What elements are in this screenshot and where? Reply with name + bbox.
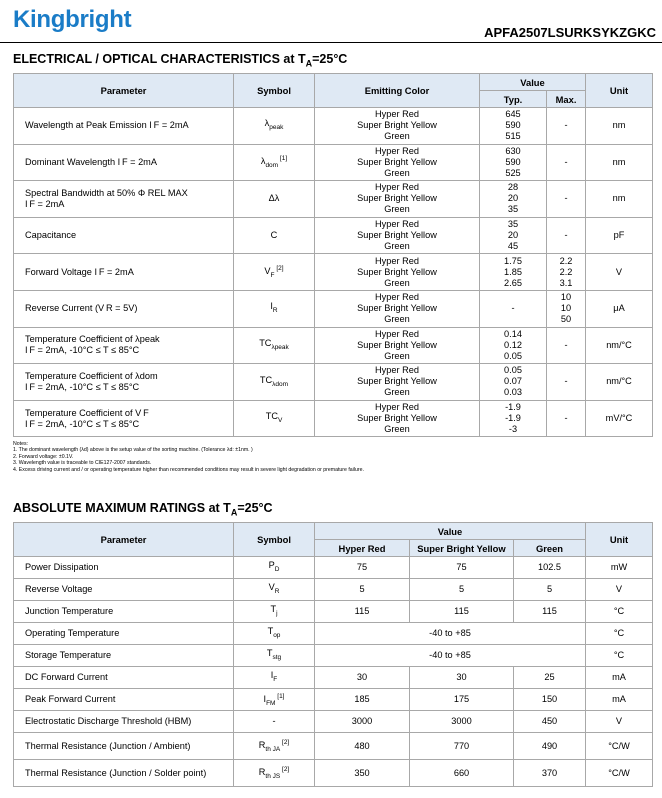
max-cell: 10 10 50 xyxy=(547,290,586,327)
typ-cell: 645 590 515 xyxy=(480,108,547,145)
super-bright-yellow-cell: 660 xyxy=(410,760,514,787)
unit-cell: mA xyxy=(586,667,653,689)
absolute-maximum-ratings-table xyxy=(13,522,653,787)
symbol-cell: Δλ xyxy=(234,181,315,218)
unit-cell: mA xyxy=(586,689,653,711)
super-bright-yellow-cell: 75 xyxy=(410,557,514,579)
symbol-cell: $I_{FM}$ [1] xyxy=(234,689,315,711)
unit-cell: °C xyxy=(586,623,653,645)
col-symbol: Symbol xyxy=(234,74,315,108)
col-typ: Typ. xyxy=(480,91,547,108)
table-row xyxy=(14,579,653,601)
parameter-cell: Junction Temperature xyxy=(14,601,234,623)
green-cell: 150 xyxy=(514,689,586,711)
parameter-cell: Spectral Bandwidth at 50% Φ REL MAX I F = 2mA xyxy=(14,181,234,218)
col-green: Green xyxy=(514,540,586,557)
max-cell: - xyxy=(547,364,586,401)
table-row xyxy=(14,601,653,623)
emitting-color-cell: Hyper Red Super Bright Yellow Green xyxy=(315,254,480,291)
note-line: 1. The dominant wavelength (λd) above is the setup value of the sorting machine. (Tolerance λd: ±1nm. ) xyxy=(13,447,253,454)
max-cell: - xyxy=(547,144,586,181)
table-row xyxy=(14,667,653,689)
green-cell: 102.5 xyxy=(514,557,586,579)
page-header xyxy=(0,0,662,46)
typ-cell: 35 20 45 xyxy=(480,217,547,254)
unit-cell: mW xyxy=(586,557,653,579)
col-unit: Unit xyxy=(586,523,653,557)
unit-cell: °C/W xyxy=(586,733,653,760)
parameter-cell: Thermal Resistance (Junction / Ambient) xyxy=(14,733,234,760)
col-parameter: Parameter xyxy=(14,523,234,557)
typ-cell: -1.9 -1.9 -3 xyxy=(480,400,547,437)
table-row xyxy=(14,254,653,291)
green-cell: 5 xyxy=(514,579,586,601)
electrical-section-title: ELECTRICAL / OPTICAL CHARACTERISTICS at $T_A=25^\circ C$ xyxy=(13,52,348,69)
super-bright-yellow-cell: 5 xyxy=(410,579,514,601)
typ-cell: 28 20 35 xyxy=(480,181,547,218)
parameter-cell: Temperature Coefficient of λpeak I F = 2mA, -10°C ≤ T ≤ 85°C xyxy=(14,327,234,364)
max-cell: - xyxy=(547,217,586,254)
parameter-cell: Electrostatic Discharge Threshold (HBM) xyxy=(14,711,234,733)
col-max: Max. xyxy=(547,91,586,108)
table-row xyxy=(14,400,653,437)
symbol-cell: $I_F$ xyxy=(234,667,315,689)
symbol-cell: $TC_{\lambda peak}$ xyxy=(234,327,315,364)
col-value: Value xyxy=(315,523,586,540)
typ-cell: 0.05 0.07 0.03 xyxy=(480,364,547,401)
green-cell: 450 xyxy=(514,711,586,733)
emitting-color-cell: Hyper Red Super Bright Yellow Green xyxy=(315,108,480,145)
unit-cell: nm xyxy=(586,108,653,145)
table-row xyxy=(14,327,653,364)
hyper-red-cell: 115 xyxy=(315,601,410,623)
symbol-cell: $V_F$ [2] xyxy=(234,254,315,291)
green-cell: 25 xyxy=(514,667,586,689)
parameter-cell: Wavelength at Peak Emission I F = 2mA xyxy=(14,108,234,145)
symbol-cell: $\lambda_{dom}$ [1] xyxy=(234,144,315,181)
col-value: Value xyxy=(480,74,586,91)
table-row xyxy=(14,689,653,711)
table-row xyxy=(14,364,653,401)
super-bright-yellow-cell: 30 xyxy=(410,667,514,689)
parameter-cell: Temperature Coefficient of λdom I F = 2mA, -10°C ≤ T ≤ 85°C xyxy=(14,364,234,401)
symbol-cell: $R_{th JA}$ [2] xyxy=(234,733,315,760)
hyper-red-cell: 185 xyxy=(315,689,410,711)
super-bright-yellow-cell: 3000 xyxy=(410,711,514,733)
green-cell: 115 xyxy=(514,601,586,623)
col-parameter: Parameter xyxy=(14,74,234,108)
max-cell: - xyxy=(547,327,586,364)
parameter-cell: Reverse Voltage xyxy=(14,579,234,601)
note-line: 2. Forward voltage: ±0.1V. xyxy=(13,453,74,460)
unit-cell: V xyxy=(586,579,653,601)
emitting-color-cell: Hyper Red Super Bright Yellow Green xyxy=(315,144,480,181)
emitting-color-cell: Hyper Red Super Bright Yellow Green xyxy=(315,290,480,327)
hyper-red-cell: 5 xyxy=(315,579,410,601)
col-super-bright-yellow: Super Bright Yellow xyxy=(410,540,514,557)
super-bright-yellow-cell: 175 xyxy=(410,689,514,711)
emitting-color-cell: Hyper Red Super Bright Yellow Green xyxy=(315,217,480,254)
unit-cell: V xyxy=(586,711,653,733)
symbol-cell: - xyxy=(234,711,315,733)
parameter-cell: Peak Forward Current xyxy=(14,689,234,711)
parameter-cell: Operating Temperature xyxy=(14,623,234,645)
unit-cell: °C xyxy=(586,645,653,667)
parameter-cell: Power Dissipation xyxy=(14,557,234,579)
hyper-red-cell: 3000 xyxy=(315,711,410,733)
super-bright-yellow-cell: 115 xyxy=(410,601,514,623)
typ-cell: 1.75 1.85 2.65 xyxy=(480,254,547,291)
symbol-cell: $TC_{\lambda dom}$ xyxy=(234,364,315,401)
unit-cell: nm xyxy=(586,144,653,181)
table-row xyxy=(14,181,653,218)
unit-cell: μA xyxy=(586,290,653,327)
max-cell: - xyxy=(547,108,586,145)
green-cell: 370 xyxy=(514,760,586,787)
parameter-cell: DC Forward Current xyxy=(14,667,234,689)
typ-cell: - xyxy=(480,290,547,327)
table-row xyxy=(14,217,653,254)
table-row xyxy=(14,645,653,667)
hyper-red-cell: 30 xyxy=(315,667,410,689)
col-unit: Unit xyxy=(586,74,653,108)
parameter-cell: Storage Temperature xyxy=(14,645,234,667)
super-bright-yellow-cell: 770 xyxy=(410,733,514,760)
table-row xyxy=(14,733,653,760)
absolute-section-title: ABSOLUTE MAXIMUM RATINGS at $T_A=25^\circ C$ xyxy=(13,501,273,518)
table-row xyxy=(14,108,653,145)
note-line: 4. Excess driving current and / or operating temperature higher than recommended conditions may result in severe light degradation or premature failure. xyxy=(13,466,364,473)
typ-cell: 630 590 525 xyxy=(480,144,547,181)
table-row xyxy=(14,144,653,181)
electrical-characteristics-table xyxy=(13,73,653,437)
green-cell: 490 xyxy=(514,733,586,760)
unit-cell: nm/°C xyxy=(586,364,653,401)
value-span-cell: -40 to +85 xyxy=(315,645,586,667)
max-cell: - xyxy=(547,400,586,437)
table-row xyxy=(14,557,653,579)
parameter-cell: Reverse Current (V R = 5V) xyxy=(14,290,234,327)
hyper-red-cell: 350 xyxy=(315,760,410,787)
table-row xyxy=(14,760,653,787)
unit-cell: pF xyxy=(586,217,653,254)
symbol-cell: C xyxy=(234,217,315,254)
symbol-cell: $\lambda_{peak}$ xyxy=(234,108,315,145)
typ-cell: 0.14 0.12 0.05 xyxy=(480,327,547,364)
note-line: 3. Wavelength value is traceable to CIE127-2007 standards. xyxy=(13,460,152,467)
unit-cell: °C xyxy=(586,601,653,623)
unit-cell: mV/°C xyxy=(586,400,653,437)
value-span-cell: -40 to +85 xyxy=(315,623,586,645)
parameter-cell: Forward Voltage I F = 2mA xyxy=(14,254,234,291)
hyper-red-cell: 75 xyxy=(315,557,410,579)
parameter-cell: Capacitance xyxy=(14,217,234,254)
part-number: APFA2507LSURKSYKZGKC xyxy=(484,25,656,40)
emitting-color-cell: Hyper Red Super Bright Yellow Green xyxy=(315,364,480,401)
col-symbol: Symbol xyxy=(234,523,315,557)
note-line: Notes: xyxy=(13,441,28,447)
unit-cell: °C/W xyxy=(586,760,653,787)
symbol-cell: $T_{stg}$ xyxy=(234,645,315,667)
max-cell: 2.2 2.2 3.1 xyxy=(547,254,586,291)
table-row xyxy=(14,623,653,645)
brand-logo: Kingbright xyxy=(13,6,132,33)
header-divider xyxy=(0,42,662,43)
symbol-cell: $T_j$ xyxy=(234,601,315,623)
emitting-color-cell: Hyper Red Super Bright Yellow Green xyxy=(315,327,480,364)
notes xyxy=(13,441,364,473)
symbol-cell: $V_R$ xyxy=(234,579,315,601)
unit-cell: nm xyxy=(586,181,653,218)
symbol-cell: $I_R$ xyxy=(234,290,315,327)
emitting-color-cell: Hyper Red Super Bright Yellow Green xyxy=(315,400,480,437)
parameter-cell: Thermal Resistance (Junction / Solder point) xyxy=(14,760,234,787)
symbol-cell: $P_D$ xyxy=(234,557,315,579)
col-emitting-color: Emitting Color xyxy=(315,74,480,108)
max-cell: - xyxy=(547,181,586,218)
col-hyper-red: Hyper Red xyxy=(315,540,410,557)
symbol-cell: $R_{th JS}$ [2] xyxy=(234,760,315,787)
unit-cell: V xyxy=(586,254,653,291)
symbol-cell: $TC_V$ xyxy=(234,400,315,437)
table-row xyxy=(14,290,653,327)
unit-cell: nm/°C xyxy=(586,327,653,364)
symbol-cell: $T_{op}$ xyxy=(234,623,315,645)
parameter-cell: Temperature Coefficient of V F I F = 2mA, -10°C ≤ T ≤ 85°C xyxy=(14,400,234,437)
emitting-color-cell: Hyper Red Super Bright Yellow Green xyxy=(315,181,480,218)
parameter-cell: Dominant Wavelength I F = 2mA xyxy=(14,144,234,181)
table-row xyxy=(14,711,653,733)
hyper-red-cell: 480 xyxy=(315,733,410,760)
